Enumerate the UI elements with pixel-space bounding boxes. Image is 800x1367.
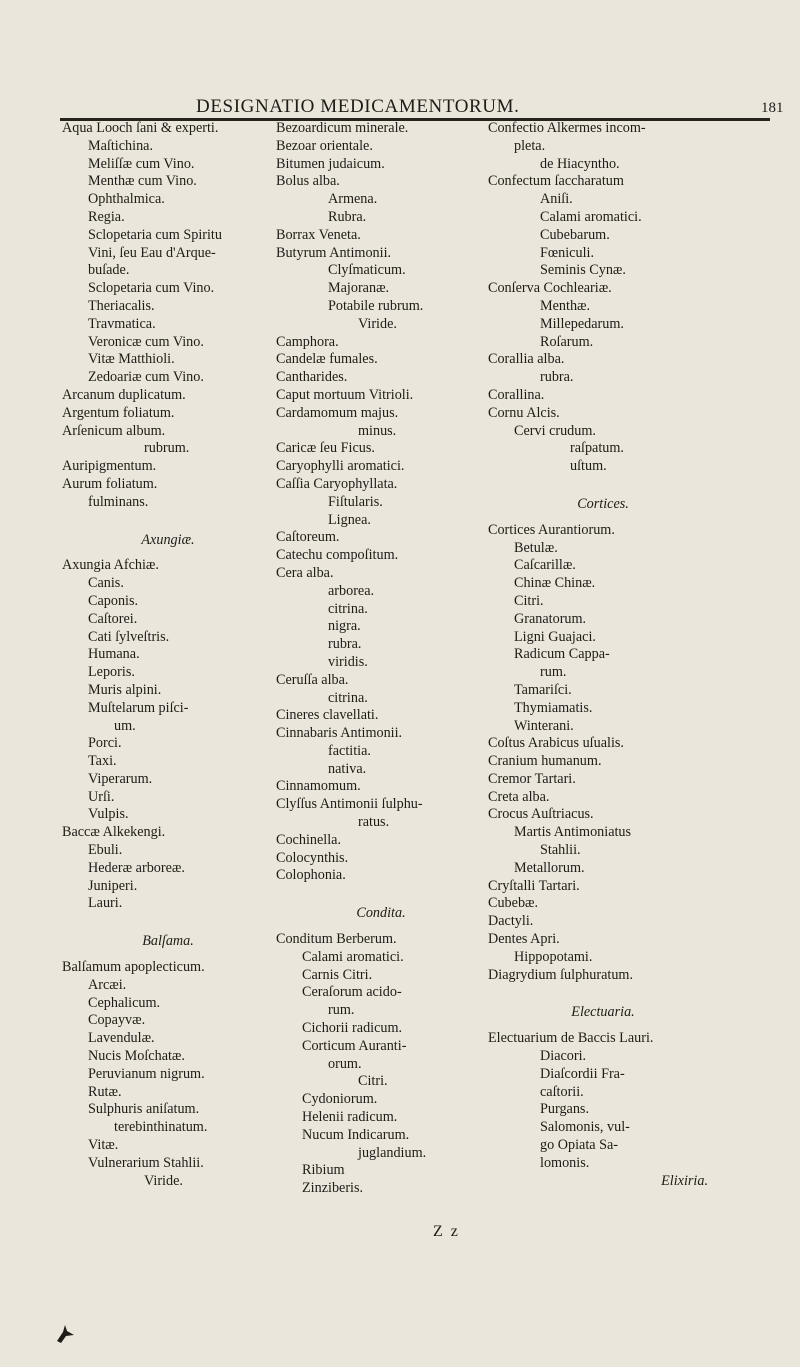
entry-line: Granatorum. — [514, 610, 587, 627]
entry-line: Clyſmaticum. — [328, 262, 406, 279]
entry-line: Butyrum Antimonii. — [276, 244, 392, 261]
entry-line: Argentum foliatum. — [62, 404, 175, 421]
entry-line: Colocynthis. — [276, 849, 349, 866]
entry-line: Cydoniorum. — [302, 1091, 378, 1108]
entry-line: Caſtorei. — [88, 610, 138, 627]
section-heading: Cortices. — [577, 495, 629, 512]
entry-line: Majoranæ. — [328, 280, 390, 297]
entry-line: Cera alba. — [276, 564, 334, 581]
entry-line: Zedoariæ cum Vino. — [88, 369, 204, 386]
entry-line: buſade. — [88, 262, 130, 279]
entry-line: Muſtelarum piſci- — [88, 699, 189, 716]
entry-line: Hippopotami. — [514, 948, 593, 965]
entry-line: Ophthalmica. — [88, 191, 165, 208]
entry-line: Clyſſus Antimonii ſulphu- — [276, 796, 423, 813]
entry-line: Cranium humanum. — [488, 753, 602, 770]
entry-line: Cornu Alcis. — [488, 404, 560, 421]
entry-line: Axungia Afchiæ. — [62, 557, 159, 574]
entry-line: Borrax Veneta. — [276, 226, 361, 243]
entry-line: Conditum Berberum. — [276, 931, 397, 948]
entry-line: Caſſia Caryophyllata. — [276, 475, 398, 492]
entry-line: Nucis Moſchatæ. — [88, 1048, 185, 1065]
entry-line: Candelæ fumales. — [276, 351, 378, 368]
entry-line: Zinziberis. — [302, 1180, 364, 1197]
entry-line: Creta alba. — [488, 788, 550, 805]
entry-line: Radicum Cappa- — [514, 646, 610, 663]
catchword: Elixiria. — [661, 1172, 708, 1189]
entry-line: Humana. — [88, 646, 140, 663]
entry-line: Sclopetaria cum Vino. — [88, 280, 215, 297]
entry-line: factitia. — [328, 742, 371, 759]
entry-line: Lignea. — [328, 511, 371, 528]
entry-line: Porci. — [88, 735, 122, 752]
entry-line: Caricæ ſeu Ficus. — [276, 440, 375, 457]
ink-blot-icon — [54, 1322, 76, 1344]
entry-line: arborea. — [328, 582, 375, 599]
section-heading: Balſama. — [142, 933, 194, 950]
entry-line: Cardamomum majus. — [276, 404, 399, 421]
entry-line: Citri. — [358, 1073, 388, 1090]
entry-line: Dactyli. — [488, 913, 534, 930]
entry-line: Ebuli. — [88, 842, 123, 859]
entry-line: Thymiamatis. — [514, 699, 593, 716]
entry-line: Vitæ Matthioli. — [88, 351, 175, 368]
entry-line: Corallina. — [488, 386, 545, 403]
entry-line: Cephalicum. — [88, 994, 161, 1011]
entry-line: Veronicæ cum Vino. — [88, 333, 204, 350]
entry-line: Caſtoreum. — [276, 529, 340, 546]
entry-line: Viride. — [358, 315, 397, 332]
entry-line: Bolus alba. — [276, 173, 340, 190]
page-title: DESIGNATIO MEDICAMENTORUM. — [196, 96, 520, 117]
entry-line: Lavendulæ. — [88, 1030, 155, 1047]
entry-line: Diacori. — [540, 1048, 587, 1065]
entry-line: Ceraſorum acido- — [302, 984, 402, 1001]
entry-line: Bezoar orientale. — [276, 137, 373, 154]
entry-line: Cubebæ. — [488, 895, 539, 912]
entry-line: Aurum foliatum. — [62, 475, 158, 492]
section-heading: Axungiæ. — [141, 531, 195, 548]
column-3 — [488, 120, 718, 1190]
entry-line: Corallia alba. — [488, 351, 565, 368]
entry-line: Regia. — [88, 208, 125, 225]
entry-line: rubra. — [328, 636, 362, 653]
entry-line: Aniſi. — [540, 191, 573, 208]
entry-line: Sclopetaria cum Spiritu — [88, 226, 222, 243]
entry-line: Caponis. — [88, 592, 139, 609]
entry-line: Viperarum. — [88, 770, 153, 787]
entry-line: Canis. — [88, 575, 124, 592]
signature-mark: Z z — [433, 1223, 460, 1240]
entry-line: Potabile rubrum. — [328, 297, 424, 314]
entry-line: Maſtichina. — [88, 137, 154, 154]
entry-line: Auripigmentum. — [62, 458, 157, 475]
entry-line: Cati ſylveſtris. — [88, 628, 170, 645]
entry-line: Caſcarillæ. — [514, 557, 576, 574]
entry-line: Ceruſſa alba. — [276, 671, 349, 688]
entry-line: Diaſcordii Fra- — [540, 1065, 625, 1082]
entry-line: Menthæ cum Vino. — [88, 173, 197, 190]
entry-line: Vini, ſeu Eau d'Arque- — [88, 244, 216, 261]
entry-line: Cryſtalli Tartari. — [488, 877, 580, 894]
entry-line: Taxi. — [88, 753, 117, 770]
entry-line: rubrum. — [144, 440, 190, 457]
entry-line: Menthæ. — [540, 297, 591, 314]
entry-line: Corticum Auranti- — [302, 1037, 407, 1054]
entry-line: Helenii radicum. — [302, 1109, 398, 1126]
entry-line: Cichorii radicum. — [302, 1020, 403, 1037]
section-heading: Condita. — [356, 905, 406, 922]
entry-line: Travmatica. — [88, 315, 156, 332]
entry-line: Carnis Citri. — [302, 966, 373, 983]
entry-line: Peruvianum nigrum. — [88, 1065, 205, 1082]
entry-line: uſtum. — [570, 458, 607, 475]
section-heading: Electuaria. — [571, 1004, 635, 1021]
entry-line: Conſerva Cochleariæ. — [488, 280, 612, 297]
entry-line: Rubra. — [328, 208, 367, 225]
entry-line: nigra. — [328, 618, 361, 635]
entry-line: Balſamum apoplecticum. — [62, 959, 205, 976]
entry-line: Metallorum. — [514, 859, 585, 876]
entry-line: Cervi crudum. — [514, 422, 596, 439]
entry-line: Baccæ Alkekengi. — [62, 824, 166, 841]
entry-line: Millepedarum. — [540, 315, 624, 332]
entry-line: Chinæ Chinæ. — [514, 575, 596, 592]
entry-line: Cinnabaris Antimonii. — [276, 725, 403, 742]
entry-line: rubra. — [540, 369, 574, 386]
entry-line: rum. — [328, 1002, 355, 1019]
column-2 — [276, 120, 486, 1198]
entry-line: Seminis Cynæ. — [540, 262, 626, 279]
entry-line: Aqua Looch ſani & experti. — [62, 120, 219, 136]
entry-line: Martis Antimoniatus — [514, 824, 632, 841]
entry-line: Fiſtularis. — [328, 493, 383, 510]
entry-line: terebinthinatum. — [114, 1119, 208, 1136]
entry-line: Camphora. — [276, 333, 339, 350]
entry-line: Arſenicum album. — [62, 422, 166, 439]
entry-line: citrina. — [328, 689, 368, 706]
entry-line: Purgans. — [540, 1101, 590, 1118]
entry-line: Rutæ. — [88, 1083, 122, 1100]
entry-line: Dentes Apri. — [488, 931, 560, 948]
entry-line: pleta. — [514, 137, 546, 154]
entry-line: Diagrydium ſulphuratum. — [488, 966, 634, 983]
entry-line: Winterani. — [514, 717, 574, 734]
entry-line: Cantharides. — [276, 369, 348, 386]
entry-line: de Hiacyntho. — [540, 155, 620, 172]
entry-line: Colophonia. — [276, 867, 346, 884]
entry-line: Calami aromatici. — [540, 208, 642, 225]
entry-line: Fœniculi. — [540, 244, 594, 261]
entry-line: Roſarum. — [540, 333, 594, 350]
entry-line: nativa. — [328, 760, 367, 777]
entry-line: Nucum Indicarum. — [302, 1126, 410, 1143]
entry-line: Bitumen judaicum. — [276, 155, 385, 172]
entry-line: Lauri. — [88, 895, 123, 912]
entry-line: caſtorii. — [540, 1083, 584, 1100]
entry-line: Citri. — [514, 592, 544, 609]
entry-line: Muris alpini. — [88, 681, 162, 698]
entry-line: Viride. — [144, 1172, 183, 1189]
entry-line: Vulpis. — [88, 806, 129, 823]
entry-line: raſpatum. — [570, 440, 624, 457]
entry-line: Vitæ. — [88, 1137, 119, 1154]
entry-line: rum. — [540, 664, 567, 681]
entry-line: Ligni Guajaci. — [514, 628, 596, 645]
entry-line: Cubebarum. — [540, 226, 610, 243]
entry-line: Bezoardicum minerale. — [276, 120, 409, 136]
entry-line: Arcæi. — [88, 976, 127, 993]
entry-line: Salomonis, vul- — [540, 1119, 630, 1136]
entry-line: Vulnerarium Stahlii. — [88, 1154, 204, 1171]
entry-line: Calami aromatici. — [302, 948, 404, 965]
entry-line: Cineres clavellati. — [276, 707, 379, 724]
entry-line: go Opiata Sa- — [540, 1137, 619, 1154]
entry-line: Arcanum duplicatum. — [62, 386, 186, 403]
entry-line: Cochinella. — [276, 831, 342, 848]
entry-line: Sulphuris aniſatum. — [88, 1101, 200, 1118]
entry-line: Cortices Aurantiorum. — [488, 521, 615, 538]
entry-line: Armena. — [328, 191, 378, 208]
entry-line: orum. — [328, 1055, 362, 1072]
page-number: 181 — [761, 100, 784, 116]
entry-line: Coſtus Arabicus uſualis. — [488, 735, 624, 752]
entry-line: Confectum ſaccharatum — [488, 173, 624, 190]
entry-line: Tamariſci. — [514, 681, 572, 698]
entry-line: Meliſſæ cum Vino. — [88, 155, 195, 172]
entry-line: Caryophylli aromatici. — [276, 458, 405, 475]
entry-line: minus. — [358, 422, 397, 439]
entry-line: Crocus Auſtriacus. — [488, 806, 594, 823]
entry-line: Caput mortuum Vitrioli. — [276, 386, 414, 403]
entry-line: Cinnamomum. — [276, 778, 361, 795]
entry-line: ratus. — [358, 814, 390, 831]
entry-line: viridis. — [328, 653, 368, 670]
entry-line: Ribium — [302, 1162, 345, 1179]
entry-line: Stahlii. — [540, 842, 581, 859]
entry-line: juglandium. — [358, 1144, 427, 1161]
entry-line: Theriacalis. — [88, 297, 155, 314]
entry-line: Urſi. — [88, 788, 115, 805]
entry-line: Confectio Alkermes incom- — [488, 120, 646, 136]
entry-line: Betulæ. — [514, 539, 558, 556]
entry-line: Juniperi. — [88, 877, 138, 894]
entry-line: lomonis. — [540, 1154, 590, 1171]
entry-line: Copayvæ. — [88, 1012, 146, 1029]
entry-line: fulminans. — [88, 493, 149, 510]
entry-line: Electuarium de Baccis Lauri. — [488, 1030, 654, 1047]
entry-line: Hederæ arboreæ. — [88, 859, 185, 876]
entry-line: Catechu compoſitum. — [276, 547, 399, 564]
entry-line: Leporis. — [88, 664, 135, 681]
entry-line: citrina. — [328, 600, 368, 617]
entry-line: um. — [114, 717, 136, 734]
column-1 — [62, 120, 274, 1190]
entry-line: Cremor Tartari. — [488, 770, 576, 787]
